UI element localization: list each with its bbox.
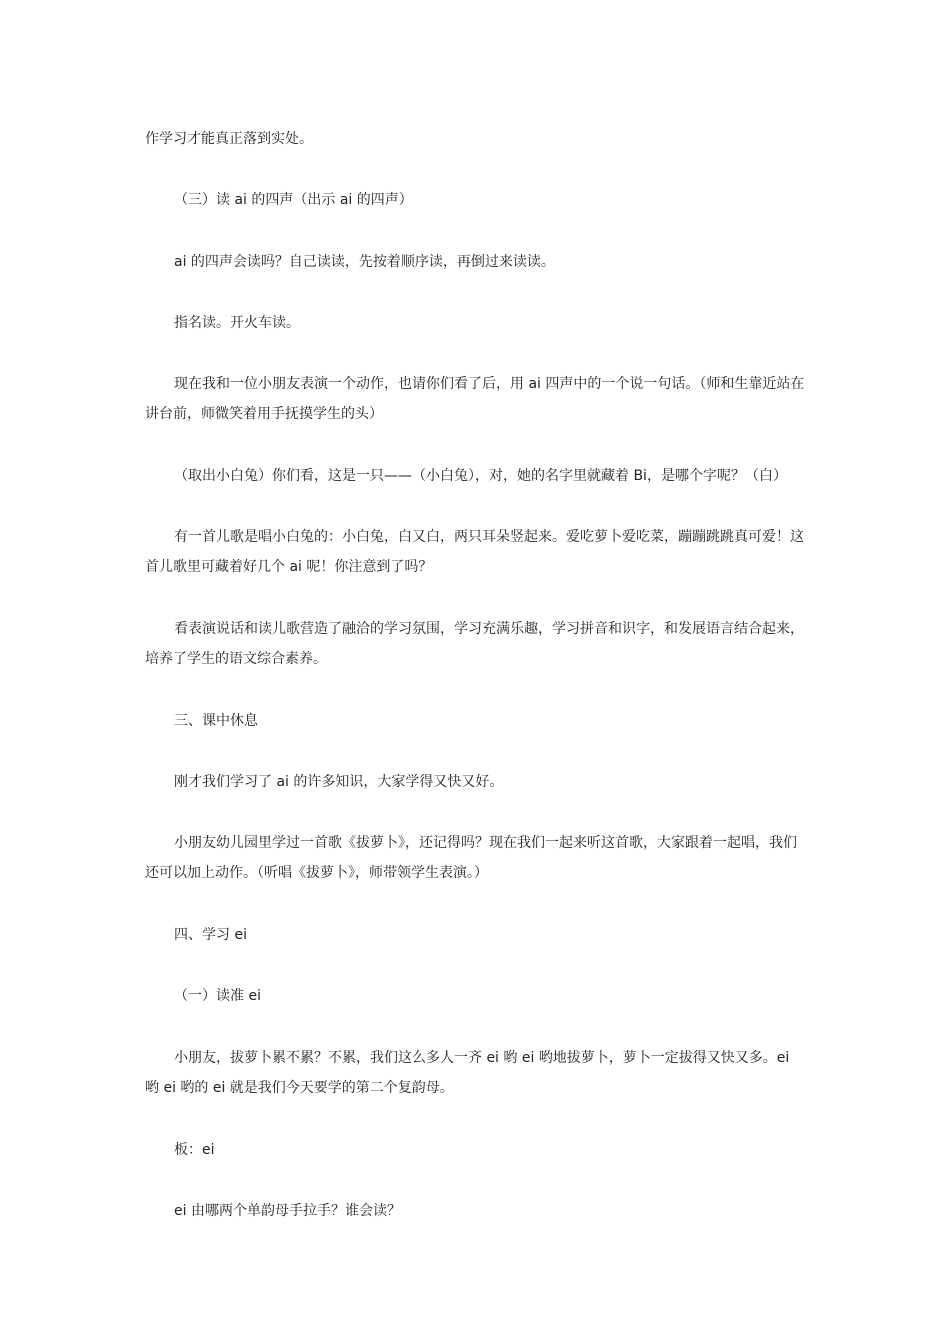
paragraph-white-rabbit: （取出小白兔）你们看，这是一只——（小白兔），对，她的名字里就藏着 Bi，是哪个字呢？（白） — [174, 468, 787, 484]
paragraph-board-ei: 板：ei — [174, 1142, 215, 1158]
paragraph-ei-question: ei 由哪两个单韵母手拉手？谁会读？ — [174, 1203, 401, 1219]
section-heading-read-ai-tones: （三）读 ai 的四声（出示 ai 的四声） — [174, 192, 413, 208]
paragraph-reflection: 看表演说话和读儿歌营造了融洽的学习氛围，学习充满乐趣，学习拼音和识字，和发展语言结合起来，培养了学生的语文综合素养。 — [145, 621, 804, 667]
section-heading-read-ei: （一）读准 ei — [174, 988, 261, 1004]
paragraph-ai-tones-question: ai 的四声会读吗？自己读读，先按着顺序读，再倒过来读读。 — [174, 254, 555, 270]
paragraph-rabbit-song: 有一首儿歌是唱小白兔的：小白兔，白又白，两只耳朵竖起来。爱吃萝卜爱吃菜，蹦蹦跳跳真可爱！这首儿歌里可藏着好几个 ai 呢！你注意到了吗？ — [145, 529, 804, 575]
section-heading-break: 三、课中休息 — [174, 713, 258, 729]
paragraph-ei-introduction: 小朋友，拔萝卜累不累？不累，我们这么多人一齐 ei 哟 ei 哟地拔萝卜，萝卜一定拔得又快又多。ei 哟 ei 哟的 ei 就是我们今天要学的第二个复韵母。 — [145, 1050, 790, 1096]
paragraph-pull-radish-song: 小朋友幼儿园里学过一首歌《拔萝卜》，还记得吗？现在我们一起来听这首歌，大家跟着一起唱，我们还可以加上动作。（听唱《拔萝卜》，师带领学生表演。） — [145, 835, 797, 881]
paragraph-praise: 刚才我们学习了 ai 的许多知识，大家学得又快又好。 — [174, 774, 504, 790]
paragraph-roll-call: 指名读。开火车读。 — [174, 315, 300, 331]
paragraph-continuation: 作学习才能真正落到实处。 — [145, 131, 313, 147]
section-heading-learn-ei: 四、学习 ei — [174, 927, 247, 943]
paragraph-performance: 现在我和一位小朋友表演一个动作，也请你们看了后，用 ai 四声中的一个说一句话。（师和生靠近站在讲台前，师微笑着用手抚摸学生的头） — [145, 376, 805, 422]
